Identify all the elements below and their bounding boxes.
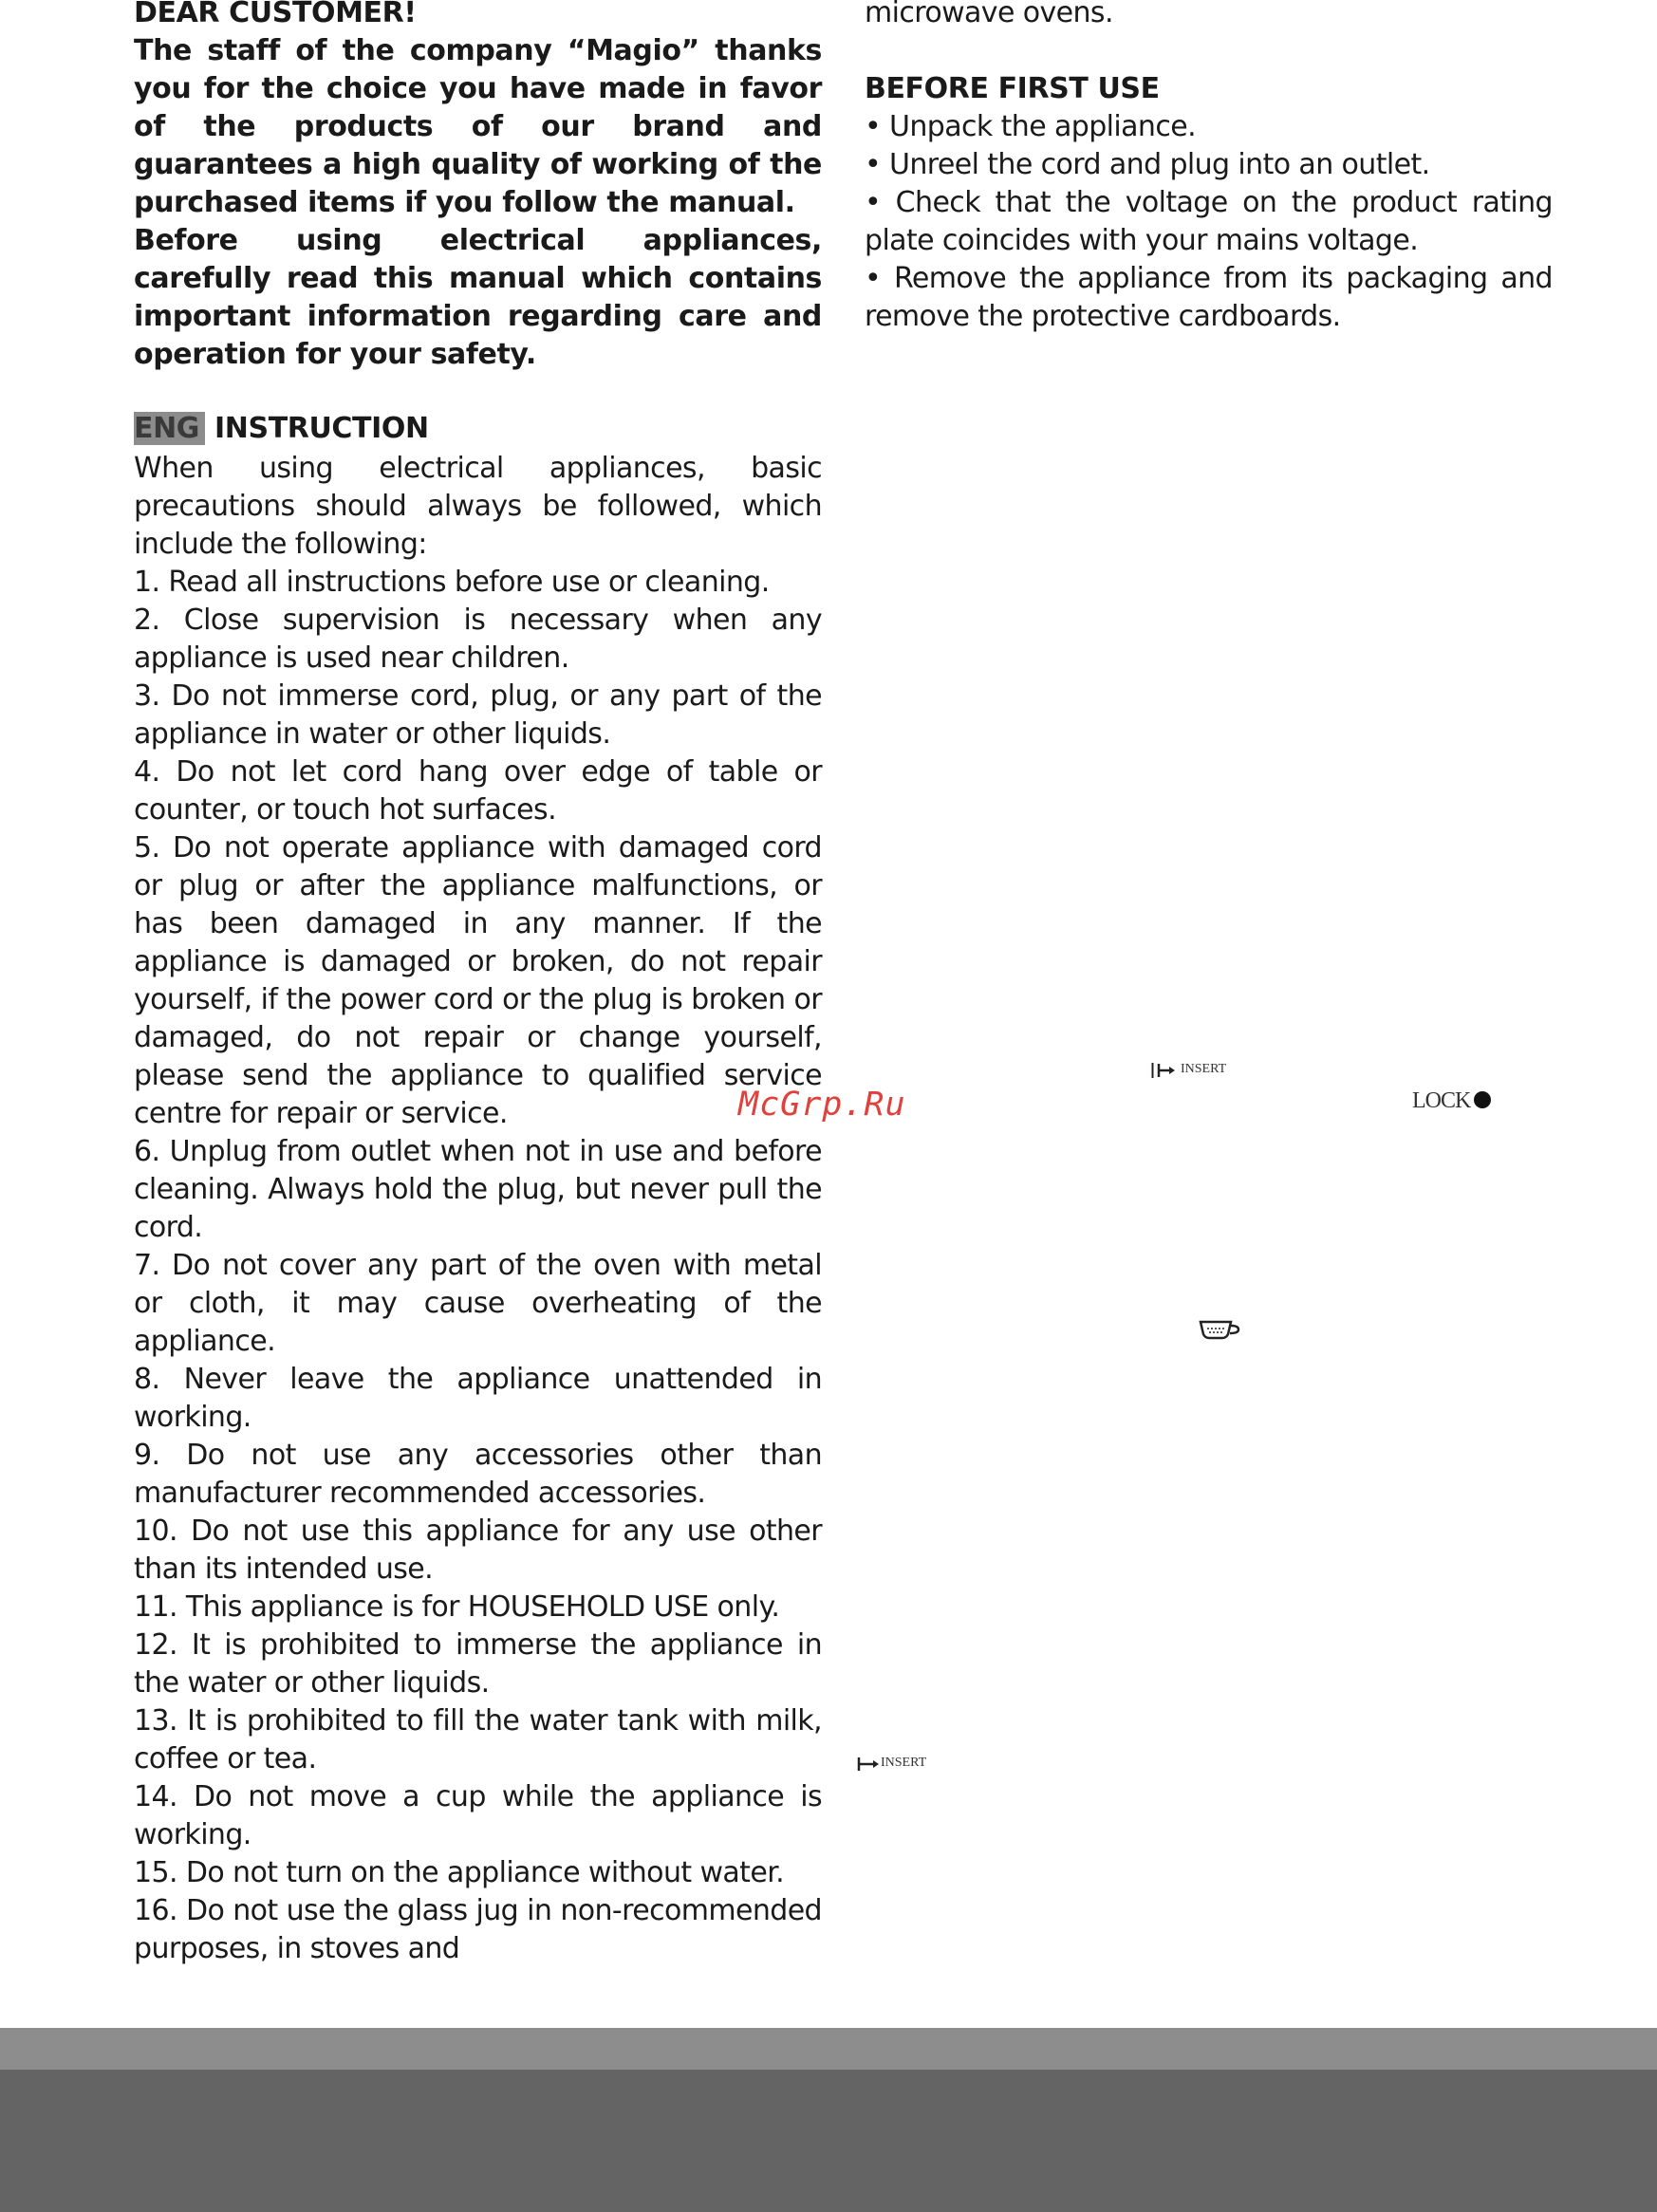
instruction-item-13: 13. It is prohibited to fill the water tank with milk, coffee or tea. [134,1704,822,1775]
before-use-item-2: • Unreel the cord and plug into an outlet. [865,148,1430,181]
cup-icon [1199,1318,1240,1341]
insert-arrow-icon [857,1755,880,1774]
lock-dot-icon [1474,1091,1491,1108]
before-first-use-title: BEFORE FIRST USE [865,72,1160,105]
before-use-item-3: • Check that the voltage on the product rating plate coincides with your mains voltage. [865,186,1553,257]
instruction-item-8: 8. Never leave the appliance unattended in working. [134,1363,822,1434]
footer-band-dark [0,2070,1657,2212]
instruction-lead: When using electrical appliances, basic precautions should always be followed, which include the following: [134,452,822,561]
instruction-item-10: 10. Do not use this appliance for any use other than its intended use. [134,1515,822,1586]
instruction-item-6: 6. Unplug from outlet when not in use and before cleaning. Always hold the plug, but never pull the cord. [134,1135,822,1244]
instruction-item-1: 1. Read all instructions before use or cleaning. [134,566,770,599]
insert-symbol-top [1151,1061,1227,1080]
insert-symbol-bottom [857,1755,933,1774]
instruction-item-7: 7. Do not cover any part of the oven with metal or cloth, it may cause overheating of the appliance. [134,1249,822,1358]
continuation-text: microwave ovens. [865,0,1113,29]
lock-label: LOCK [1412,1088,1471,1113]
instruction-item-5: 5. Do not operate appliance with damaged cord or plug or after the appliance malfunctions, or has been damaged in any manner. If the appliance is damaged or broken, do not repair yourself, if the power cord or the plug is broken or damaged, do not repair or change yourself, please send the appliance to qualified service centre for repair or service. [134,831,822,1130]
instruction-item-11: 11. This appliance is for HOUSEHOLD USE only. [134,1590,780,1624]
language-tag: ENG [134,412,205,445]
instruction-item-12: 12. It is prohibited to immerse the appliance in the water or other liquids. [134,1628,822,1700]
instruction-item-15: 15. Do not turn on the appliance without water. [134,1856,785,1889]
instruction-heading [134,410,429,448]
before-use-item-1: • Unpack the appliance. [865,110,1197,143]
instruction-item-16: 16. Do not use the glass jug in non-recommended purposes, in stoves and [134,1894,822,1965]
instruction-title: INSTRUCTION [214,412,429,445]
instruction-item-9: 9. Do not use any accessories other than manufacturer recommended accessories. [134,1439,822,1510]
before-use-item-4: • Remove the appliance from its packaging and remove the protective cardboards. [865,262,1553,333]
insert-arrow-icon [1151,1061,1176,1080]
instruction-item-14: 14. Do not move a cup while the appliance is working. [134,1780,822,1851]
instruction-item-4: 4. Do not let cord hang over edge of table or counter, or touch hot surfaces. [134,755,822,827]
watermark: McGrp.Ru [738,1086,906,1124]
instruction-item-2: 2. Close supervision is necessary when any appliance is used near children. [134,604,822,675]
safety-note-paragraph: Before using electrical appliances, carefully read this manual which contains important information regarding care and operation for your safety. [134,224,822,371]
footer-band-light [0,2028,1657,2070]
insert-label-top: INSERT [1181,1062,1227,1076]
insert-label-bottom: INSERT [881,1756,927,1770]
instruction-item-3: 3. Do not immerse cord, plug, or any part of the appliance in water or other liquids. [134,679,822,751]
thanks-paragraph: The staff of the company “Magio” thanks you for the choice you have made in favor of the products of our brand and guarantees a high quality of working of the purchased items if you follow the manual. [134,34,822,219]
lock-label-wrap [1412,1088,1491,1114]
greeting: DEAR CUSTOMER! [134,0,417,29]
